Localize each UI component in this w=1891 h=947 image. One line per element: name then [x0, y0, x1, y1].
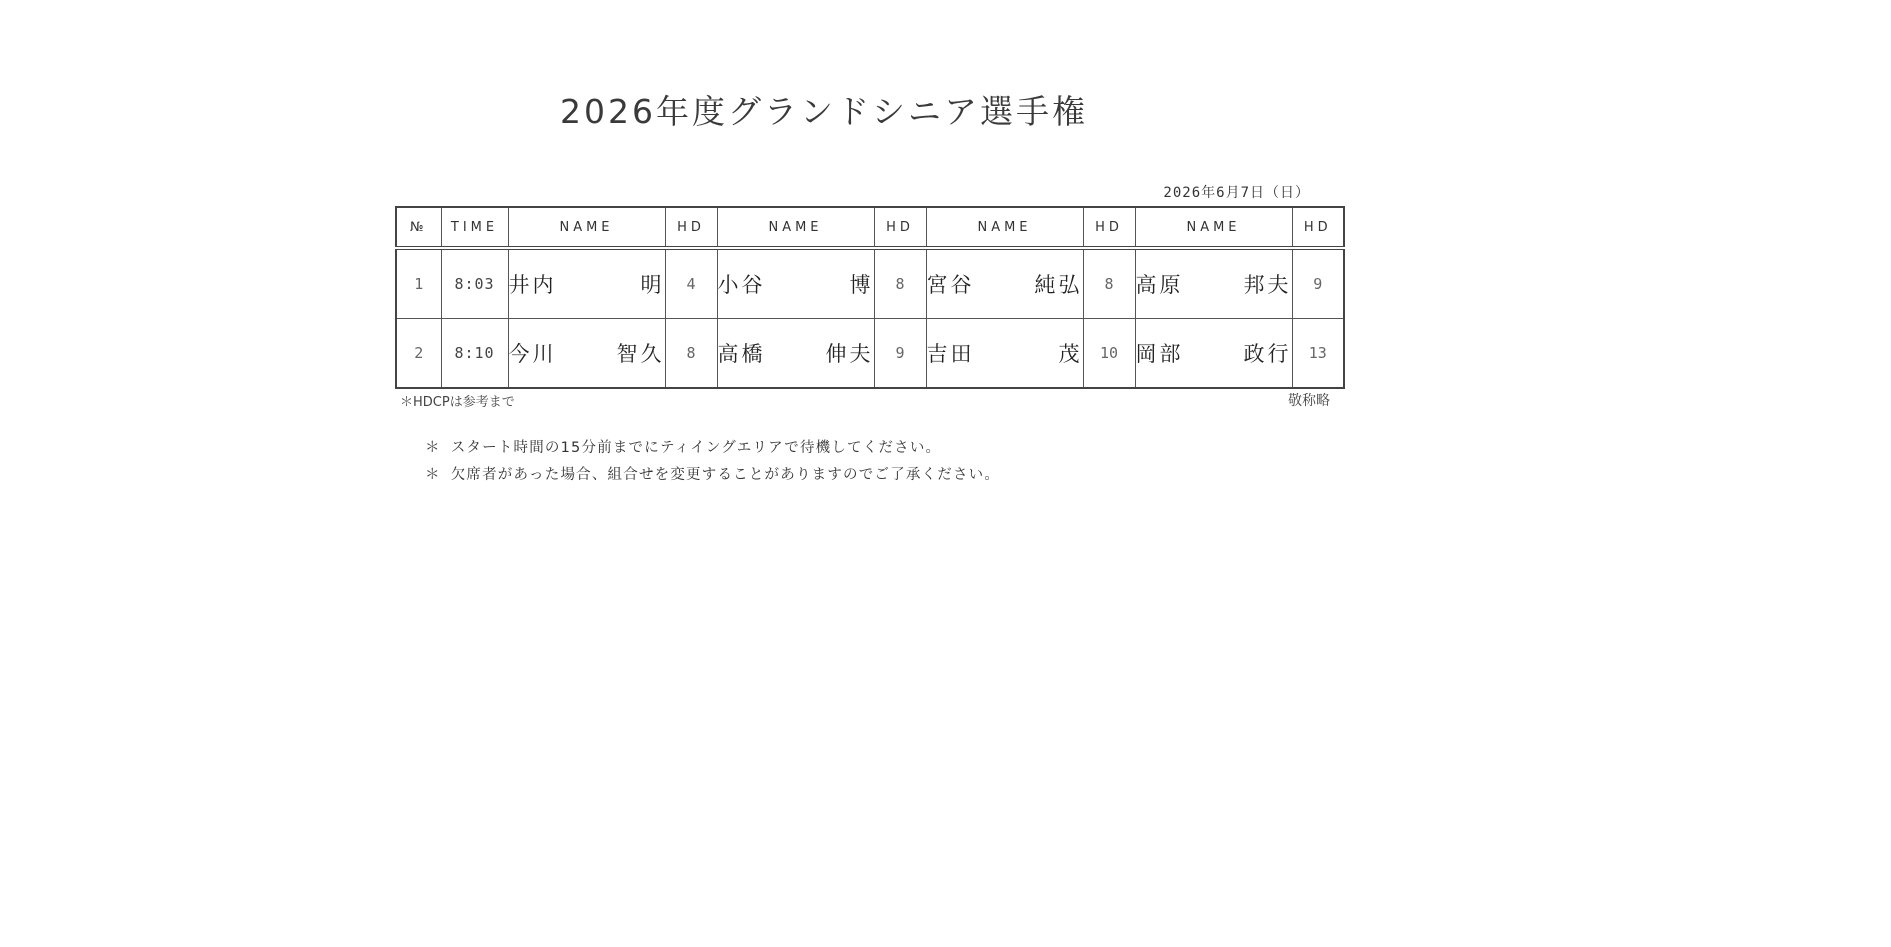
player-handicap: 8 [1083, 248, 1135, 319]
player-family-name: 吉田 [926, 342, 975, 366]
player-handicap: 9 [1292, 248, 1344, 319]
player-handicap: 8 [665, 319, 717, 389]
player-name [926, 248, 1083, 319]
asterisk-mark: ＊ [425, 467, 441, 483]
table-row [396, 319, 1344, 389]
player-handicap: 8 [874, 248, 926, 319]
player-name [508, 248, 665, 319]
group-number: 2 [396, 319, 441, 389]
player-name [926, 319, 1083, 389]
player-handicap: 13 [1292, 319, 1344, 389]
document-title: 2026年度グランドシニア選手権 [560, 92, 1088, 131]
player-family-name: 岡部 [1135, 342, 1184, 366]
player-family-name: 高原 [1135, 273, 1184, 297]
player-family-name: 井内 [508, 273, 557, 297]
player-family-name: 高橋 [717, 342, 766, 366]
table-row [396, 248, 1344, 319]
player-given-name: 伸夫 [825, 342, 874, 366]
group-number: 1 [396, 248, 441, 319]
player-name [717, 248, 874, 319]
player-name [1135, 319, 1292, 389]
player-handicap: 4 [665, 248, 717, 319]
header-name-2: NAME [717, 207, 874, 248]
list-item [425, 435, 1000, 462]
player-given-name: 博 [849, 273, 874, 297]
tee-time: 8:03 [441, 248, 508, 319]
header-hd-4: HD [1292, 207, 1344, 248]
player-given-name: 邦夫 [1243, 273, 1292, 297]
player-family-name: 今川 [508, 342, 557, 366]
event-date: 2026年6月7日（日） [1163, 185, 1310, 201]
hdcp-footnote: ＊HDCPは参考まで [400, 395, 515, 410]
header-time: TIME [441, 207, 508, 248]
player-given-name: 純弘 [1034, 273, 1083, 297]
player-family-name: 小谷 [717, 273, 766, 297]
player-name [508, 319, 665, 389]
header-hd-2: HD [874, 207, 926, 248]
player-name [1135, 248, 1292, 319]
player-given-name: 政行 [1243, 342, 1292, 366]
header-name-4: NAME [1135, 207, 1292, 248]
player-handicap: 9 [874, 319, 926, 389]
player-given-name: 茂 [1058, 342, 1083, 366]
player-name [717, 319, 874, 389]
list-item [425, 462, 1000, 489]
notice-text: 欠席者があった場合、組合せを変更することがありますのでご了承ください。 [450, 467, 1001, 483]
table-header-row [396, 207, 1344, 248]
honorifics-footnote: 敬称略 [1288, 393, 1330, 409]
header-hd-3: HD [1083, 207, 1135, 248]
player-given-name: 明 [640, 273, 665, 297]
header-name-3: NAME [926, 207, 1083, 248]
notice-text: スタート時間の15分前までにティイングエリアで待機してください。 [450, 440, 942, 456]
header-name-1: NAME [508, 207, 665, 248]
player-family-name: 宮谷 [926, 273, 975, 297]
asterisk-mark: ＊ [425, 440, 441, 456]
pairing-table [395, 206, 1345, 389]
player-given-name: 智久 [616, 342, 665, 366]
notice-list [425, 435, 1000, 489]
tee-time: 8:10 [441, 319, 508, 389]
header-number: № [396, 207, 441, 248]
header-hd-1: HD [665, 207, 717, 248]
player-handicap: 10 [1083, 319, 1135, 389]
